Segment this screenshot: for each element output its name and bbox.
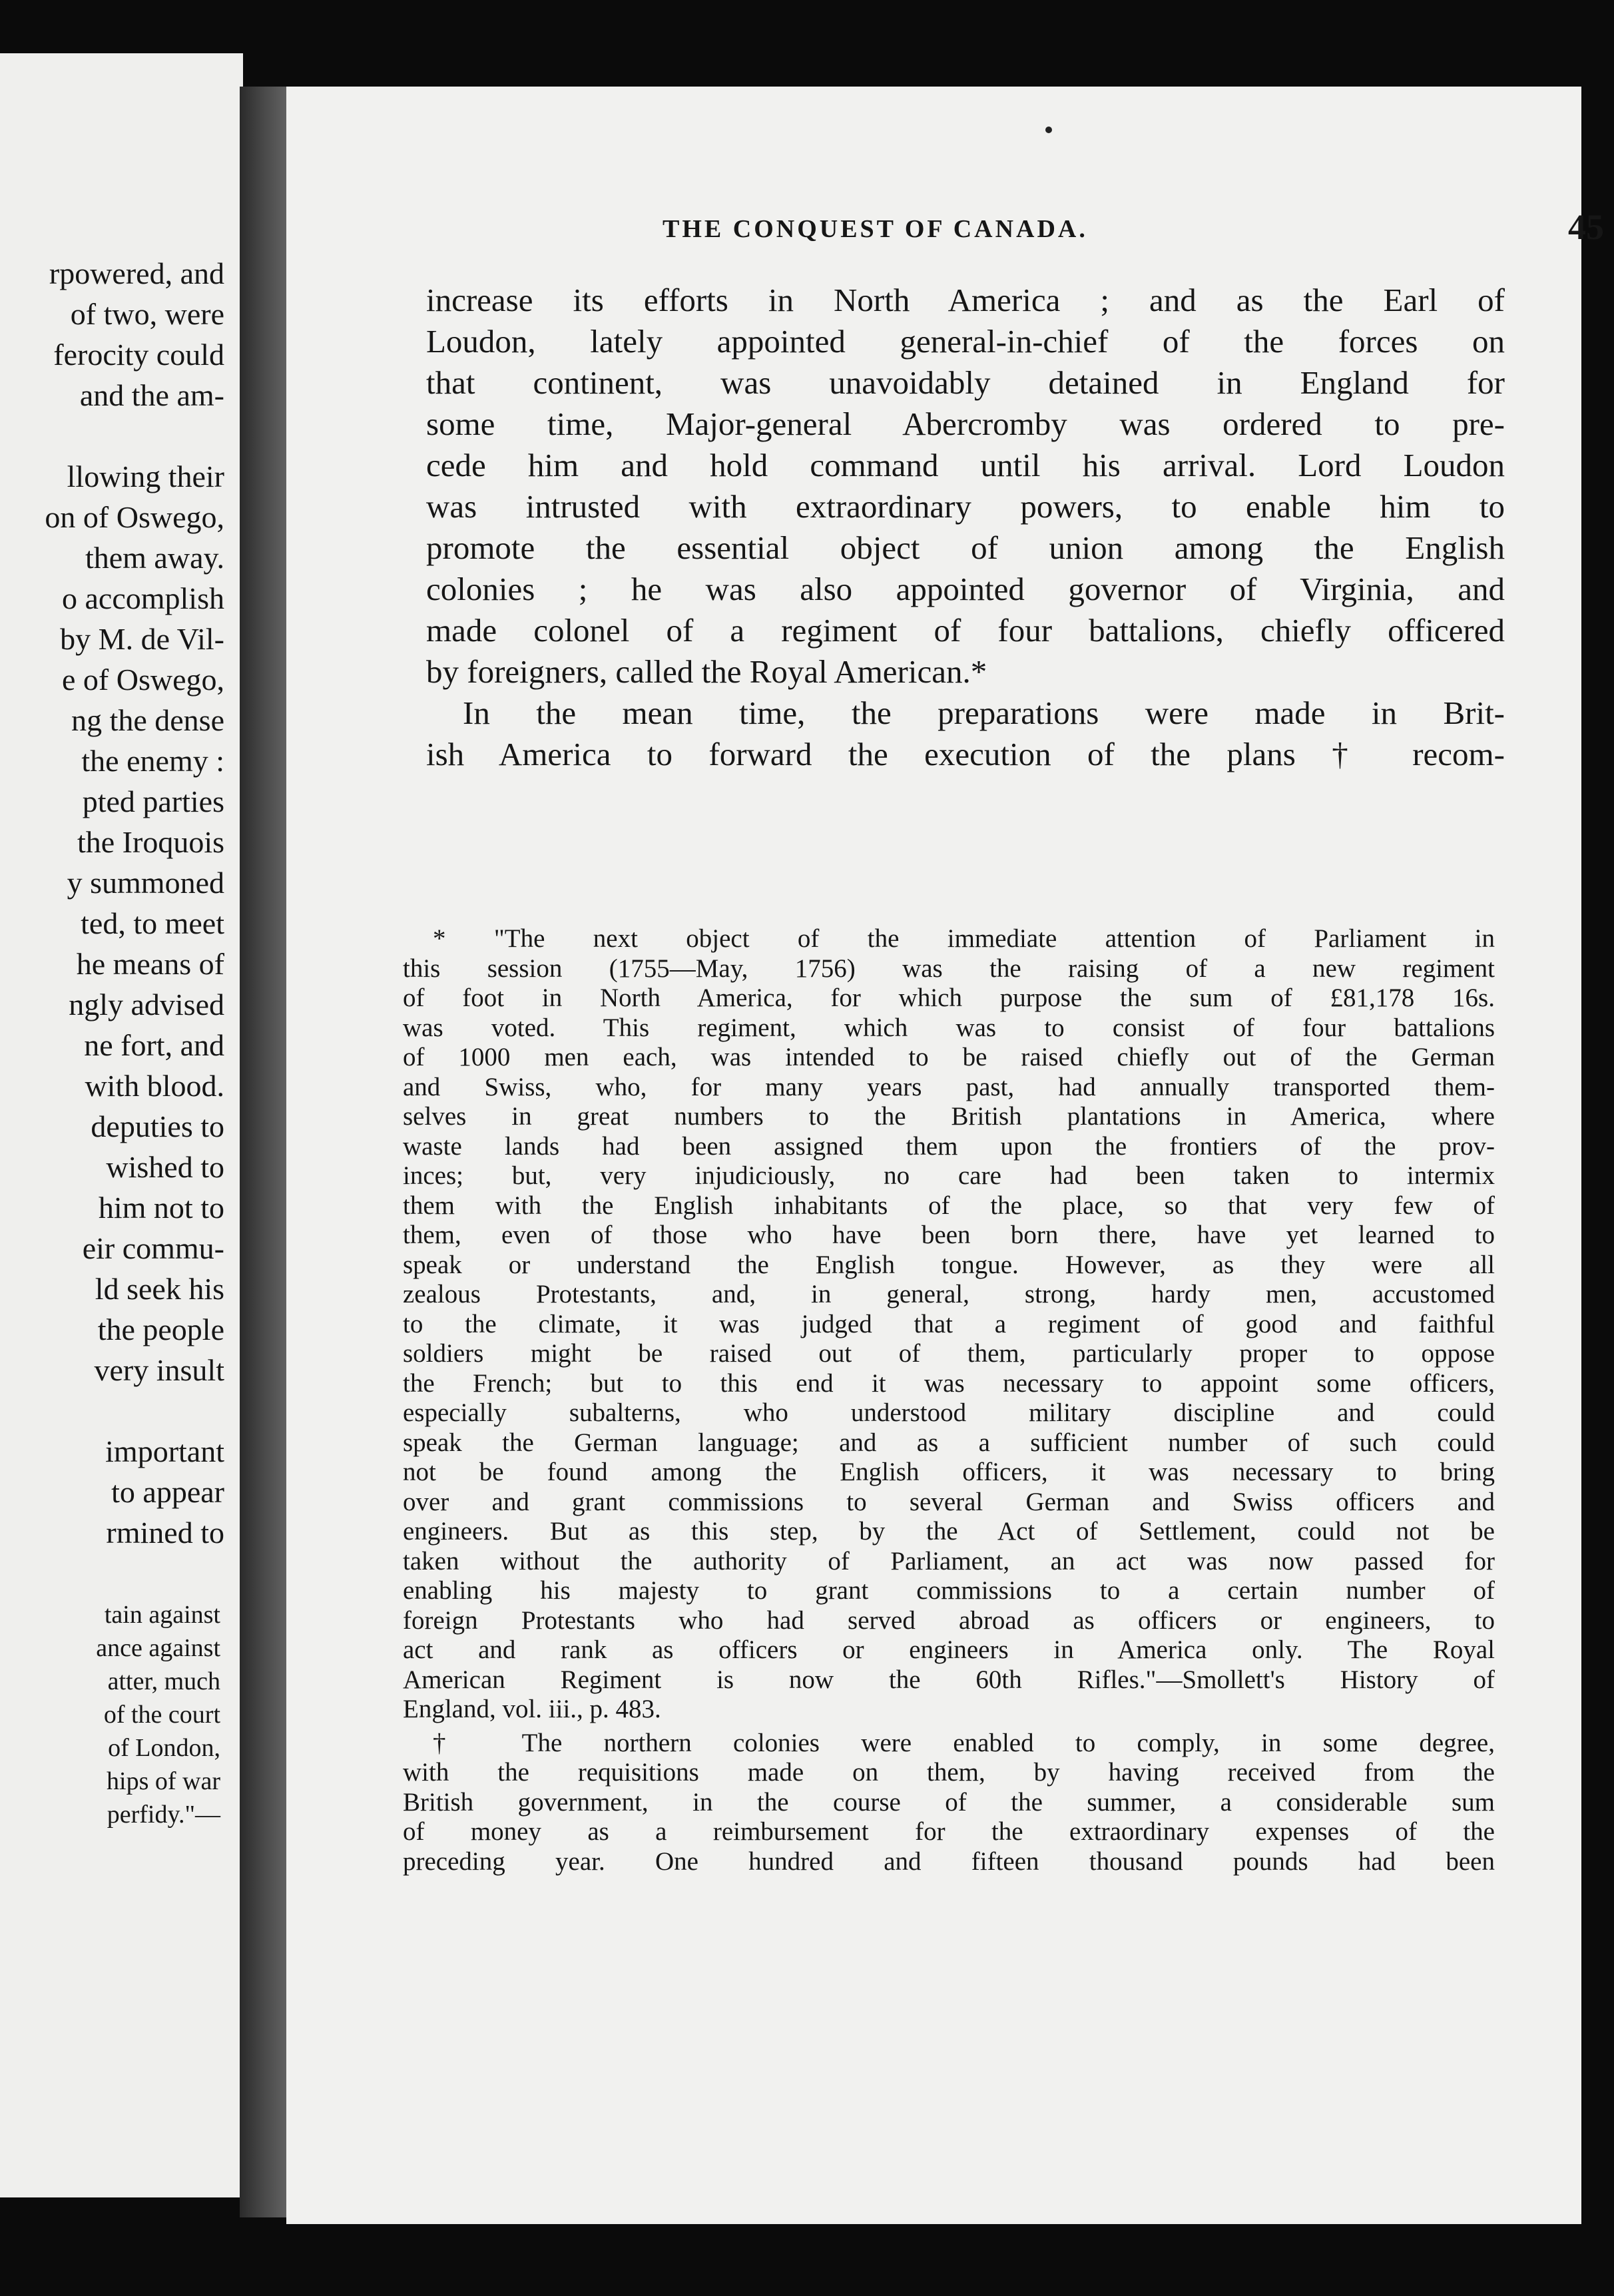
text-line: e of Oswego, [62,663,224,697]
text-line: he means of [76,947,224,981]
footnote-line: atter, much [107,1667,220,1695]
page-number: 45 [1568,207,1604,247]
text-line: was intrusted with extraordinary powers, to enable him to [426,488,1505,525]
footnote-line: England, vol. iii., p. 483. [403,1695,661,1723]
text-line: with blood. [85,1069,224,1103]
footnote-line: American Regiment is now the 60th Rifles."—Smollett's History of [403,1665,1495,1694]
text-line: by M. de Vil- [60,622,224,656]
footnote-line: of foot in North America, for which purpose the sum of £81,178 16s. [403,984,1495,1012]
text-line: Loudon, lately appointed general-in-chief of the forces on [426,323,1505,360]
footnote-line: * "The next object of the immediate attention of Parliament in [433,924,1495,953]
running-title: THE CONQUEST OF CANADA. [663,215,1088,243]
text-line: ferocity could [53,338,224,372]
text-line: and the am- [79,378,224,412]
footnote-line: British government, in the course of the summer, a considerable sum [403,1787,1495,1817]
text-line: promote the essential object of union among the English [426,529,1505,566]
text-line: the Iroquois [77,825,224,859]
footnote-line: soldiers might be raised out of them, particularly proper to oppose [403,1339,1495,1368]
footnote-line: especially subalterns, who understood military discipline and could [403,1398,1495,1427]
footnote-line: enabling his majesty to grant commissions to a certain number of [403,1576,1495,1605]
footnote-line: and Swiss, who, for many years past, had annually transported them- [403,1072,1495,1101]
text-line: him not to [98,1191,224,1225]
footnote-line: hips of war [107,1767,220,1795]
text-line: y summoned [67,866,224,900]
footnote-line: of the court [103,1701,220,1729]
footnote-line: engineers. But as this step, by the Act of Settlement, could not be [403,1517,1495,1546]
footnote-line: speak the German language; and as a sufficient number of such could [403,1428,1495,1457]
text-line: that continent, was unavoidably detained in England for [426,364,1505,401]
text-line: them away. [85,541,224,575]
text-line: ish America to forward the execution of the plans † recom- [426,736,1505,772]
footnote-line: preceding year. One hundred and fifteen thousand pounds had been [403,1847,1495,1876]
footnote-line: them with the English inhabitants of the place, so that very few of [403,1191,1495,1220]
text-line: pted parties [82,784,224,818]
footnote-line: over and grant commissions to several German and Swiss officers and [403,1487,1495,1516]
text-line: llowing their [67,459,224,493]
text-line: made colonel of a regiment of four battalions, chiefly officered [426,612,1505,649]
text-line: wished to [106,1150,224,1184]
text-line: eir commu- [82,1231,224,1265]
text-line: ne fort, and [84,1028,224,1062]
text-line [0,416,224,456]
text-line: the people [97,1312,224,1346]
text-line: some time, Major-general Abercromby was ordered to pre- [426,406,1505,442]
text-line: colonies ; he was also appointed governor of Virginia, and [426,571,1505,607]
footnote-line: zealous Protestants, and, in general, strong, hardy men, accustomed [403,1280,1495,1308]
ink-speck [1045,127,1052,133]
text-line: rmined to [106,1516,224,1550]
text-line: ld seek his [95,1272,224,1306]
footnote-line: inces; but, very injudiciously, no care had been taken to intermix [403,1161,1495,1190]
footnote-line: waste lands had been assigned them upon the frontiers of the prov- [403,1131,1495,1161]
text-line: the enemy : [81,744,224,778]
text-line: very insult [94,1353,224,1387]
text-line: by foreigners, called the Royal American.* [426,653,987,690]
footnote-line: was voted. This regiment, which was to consist of four battalions [403,1013,1495,1042]
text-line: increase its efforts in North America ; and as the Earl of [426,282,1505,318]
footnote-line: with the requisitions made on them, by having received from the [403,1758,1495,1787]
text-line [0,1390,224,1431]
text-line: of two, were [70,297,224,331]
footnote-line: taken without the authority of Parliament, an act was now passed for [403,1546,1495,1576]
footnote-line: selves in great numbers to the British plantations in America, where [403,1102,1495,1131]
footnote-line: this session (1755—May, 1756) was the raising of a new regiment [403,954,1495,983]
text-line: cede him and hold command until his arrival. Lord Loudon [426,447,1505,483]
body-text [426,280,1505,775]
text-line: ngly advised [69,988,224,1021]
footnote-line: of money as a reimbursement for the extraordinary expenses of the [403,1817,1495,1846]
footnote-line: speak or understand the English tongue. However, as they were all [403,1250,1495,1279]
book-page [286,87,1604,2224]
footnote-line: perfidy."— [107,1801,220,1829]
text-line: deputies to [91,1109,224,1143]
footnote-line: foreign Protestants who had served abroad as officers or engineers, to [403,1605,1495,1635]
footnote-line: them, even of those who have been born there, have yet learned to [403,1221,1495,1249]
text-line: important [105,1434,224,1468]
footnotes [403,924,1495,1876]
text-line: o accomplish [62,581,224,615]
text-line: to appear [111,1475,224,1509]
footnote-line: of 1000 men each, was intended to be raised chiefly out of the German [403,1043,1495,1071]
footnote-line: to the climate, it was judged that a regiment of good and faithful [403,1309,1495,1338]
previous-page-text [0,253,224,1553]
footnote-line: ance against [96,1634,220,1662]
text-line: ted, to meet [81,906,224,940]
footnote-line: act and rank as officers or engineers in America only. The Royal [403,1635,1495,1664]
footnote-line: † The northern colonies were enabled to comply, in some degree, [433,1728,1495,1757]
text-line: on of Oswego, [45,500,224,534]
previous-page-footnote [0,1598,220,1831]
text-line: rpowered, and [49,256,224,290]
footnote-line: not be found among the English officers, it was necessary to bring [403,1458,1495,1486]
footnote-line: of London, [108,1734,220,1762]
footnote-line: tain against [104,1601,220,1629]
footnote-line: the French; but to this end it was necessary to appoint some officers, [403,1368,1495,1398]
text-line: In the mean time, the preparations were made in Brit- [463,695,1505,731]
text-line: ng the dense [71,703,224,737]
previous-page-fragment [0,53,243,2197]
